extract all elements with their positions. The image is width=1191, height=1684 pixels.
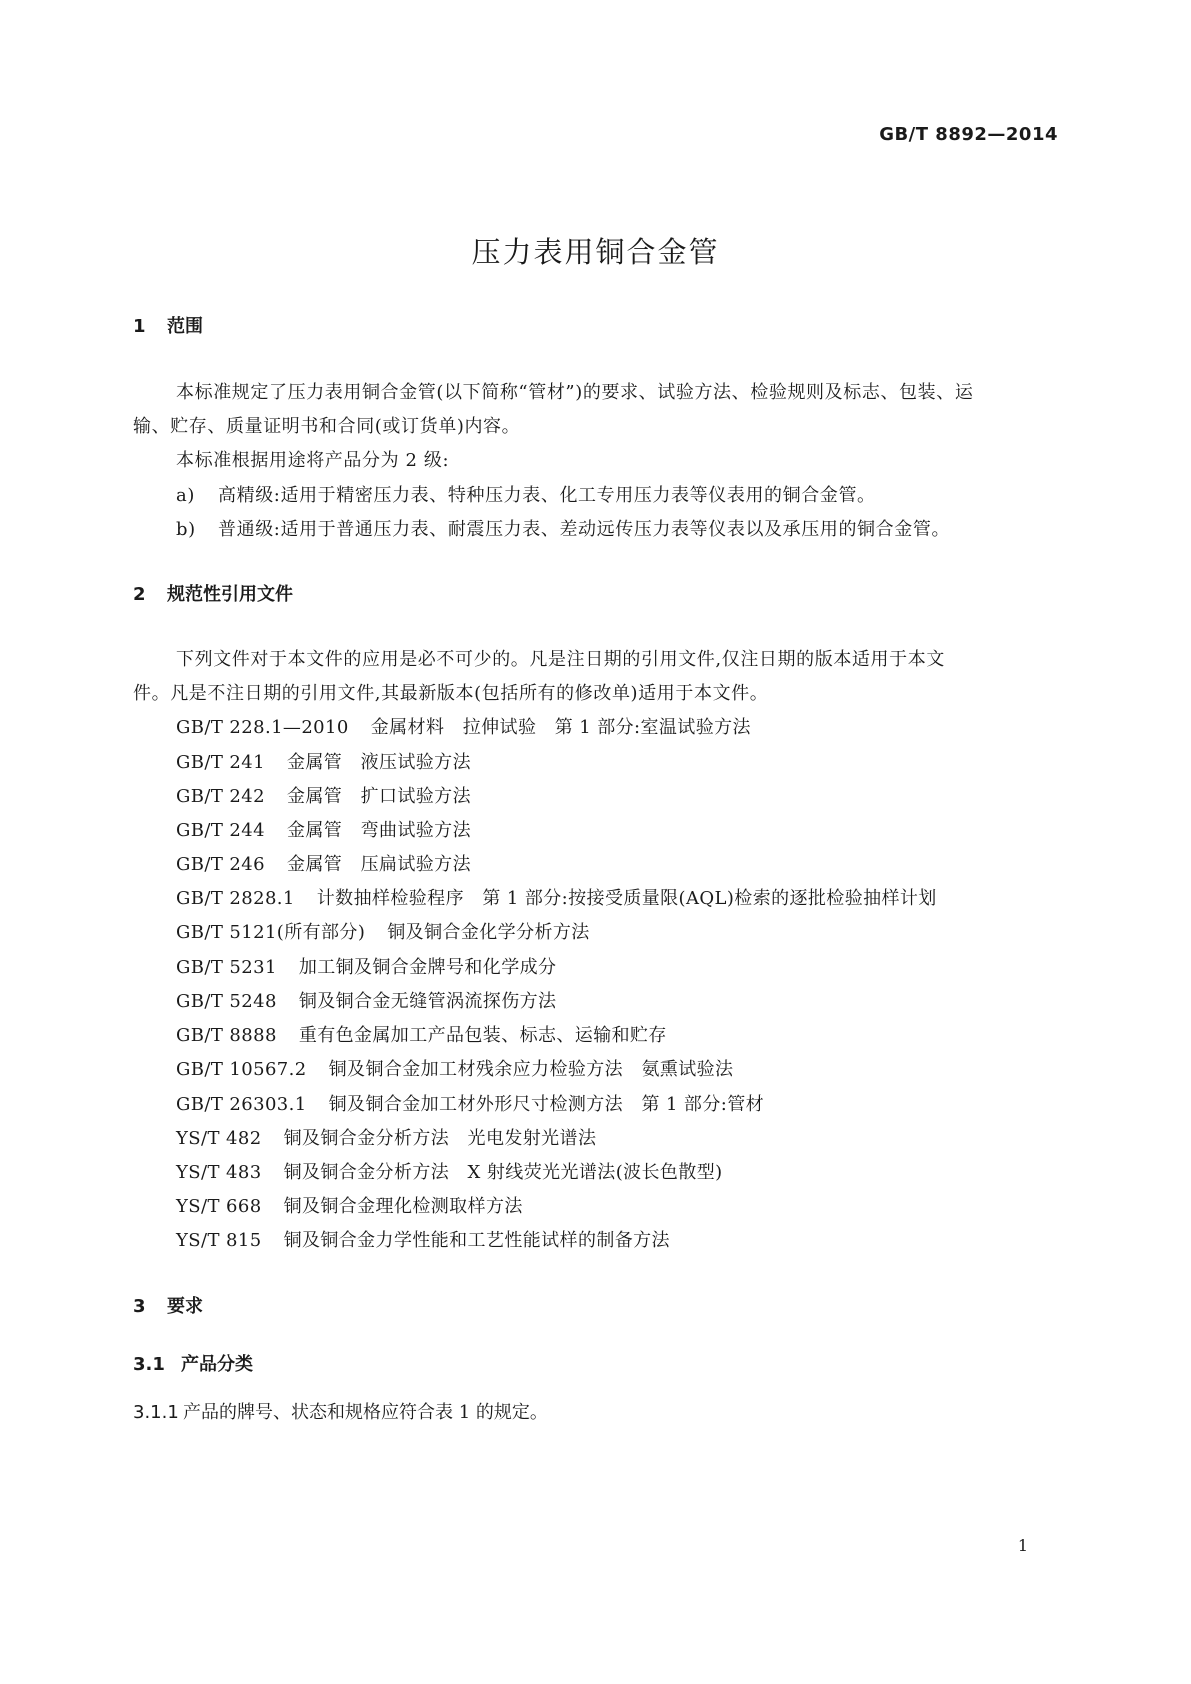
reference-code: GB/T 8888 xyxy=(176,1025,277,1046)
reference-code: GB/T 228.1—2010 xyxy=(176,717,349,738)
list-marker: b) xyxy=(176,519,196,540)
reference-code: GB/T 2828.1 xyxy=(176,888,295,909)
section-2-heading xyxy=(133,580,293,606)
section-title: 范围 xyxy=(167,316,203,337)
section-title: 规范性引用文件 xyxy=(167,584,293,605)
reference-item xyxy=(176,918,590,944)
scope-paragraph-line-2: 输、贮存、质量证明书和合同(或订货单)内容。 xyxy=(133,416,521,437)
reference-code: GB/T 246 xyxy=(176,854,265,875)
reference-code: YS/T 815 xyxy=(176,1230,262,1251)
reference-title: 铜及铜合金理化检测取样方法 xyxy=(283,1196,523,1217)
reference-item xyxy=(176,816,471,842)
reference-title: 金属材料 拉伸试验 第 1 部分:室温试验方法 xyxy=(370,717,751,738)
list-marker: a) xyxy=(176,485,195,506)
reference-item xyxy=(176,748,471,774)
list-item-a xyxy=(176,481,876,507)
reference-title: 铜及铜合金力学性能和工艺性能试样的制备方法 xyxy=(283,1230,670,1251)
reference-item xyxy=(176,884,937,910)
reference-code: GB/T 5248 xyxy=(176,991,277,1012)
subsection-number: 3.1 xyxy=(133,1354,165,1375)
page-number: 1 xyxy=(1017,1536,1028,1555)
reference-title: 重有色金属加工产品包装、标志、运输和贮存 xyxy=(298,1025,667,1046)
subsection-title: 产品分类 xyxy=(181,1354,253,1375)
scope-paragraph-line-1: 本标准规定了压力表用铜合金管(以下简称“管材”)的要求、试验方法、检验规则及标志、包装、运 xyxy=(176,382,974,403)
reference-title: 金属管 压扁试验方法 xyxy=(286,854,471,875)
reference-code: GB/T 244 xyxy=(176,820,265,841)
reference-item xyxy=(176,1021,667,1047)
reference-item xyxy=(176,713,751,739)
reference-code: GB/T 241 xyxy=(176,752,265,773)
reference-title: 金属管 液压试验方法 xyxy=(286,752,471,773)
reference-title: 金属管 弯曲试验方法 xyxy=(286,820,471,841)
standard-code: GB/T 8892—2014 xyxy=(879,124,1058,145)
references-intro-line-1: 下列文件对于本文件的应用是必不可少的。凡是注日期的引用文件,仅注日期的版本适用于本文 xyxy=(176,649,945,670)
reference-title: 铜及铜合金无缝管涡流探伤方法 xyxy=(298,991,557,1012)
clause-text: 产品的牌号、状态和规格应符合表 1 的规定。 xyxy=(183,1402,548,1423)
reference-item xyxy=(176,1090,764,1116)
reference-code: YS/T 668 xyxy=(176,1196,262,1217)
reference-code: GB/T 10567.2 xyxy=(176,1059,307,1080)
reference-title: 金属管 扩口试验方法 xyxy=(286,786,471,807)
reference-item xyxy=(176,1226,670,1252)
document-title: 压力表用铜合金管 xyxy=(471,235,720,269)
subsection-3-1-heading xyxy=(133,1350,253,1376)
clause-3-1-1 xyxy=(133,1398,548,1424)
section-1-heading xyxy=(133,312,203,338)
reference-title: 铜及铜合金分析方法 光电发射光谱法 xyxy=(283,1128,597,1149)
reference-title: 铜及铜合金分析方法 X 射线荧光光谱法(波长色散型) xyxy=(283,1162,723,1183)
reference-title: 加工铜及铜合金牌号和化学成分 xyxy=(298,957,557,978)
section-title: 要求 xyxy=(167,1296,203,1317)
scope-grade-intro: 本标准根据用途将产品分为 2 级: xyxy=(176,450,450,471)
references-intro-line-2: 件。凡是不注日期的引用文件,其最新版本(包括所有的修改单)适用于本文件。 xyxy=(133,683,769,704)
reference-item xyxy=(176,1055,733,1081)
list-item-text: 高精级:适用于精密压力表、特种压力表、化工专用压力表等仪表用的铜合金管。 xyxy=(218,485,876,506)
reference-code: GB/T 5231 xyxy=(176,957,277,978)
reference-item xyxy=(176,1158,723,1184)
reference-code: GB/T 242 xyxy=(176,786,265,807)
reference-item xyxy=(176,782,471,808)
reference-title: 铜及铜合金化学分析方法 xyxy=(387,922,590,943)
reference-item xyxy=(176,1124,596,1150)
reference-item xyxy=(176,850,471,876)
section-number: 1 xyxy=(133,316,146,337)
section-3-heading xyxy=(133,1292,203,1318)
reference-title: 铜及铜合金加工材残余应力检验方法 氨熏试验法 xyxy=(328,1059,734,1080)
section-number: 3 xyxy=(133,1296,146,1317)
reference-code: YS/T 483 xyxy=(176,1162,262,1183)
reference-code: YS/T 482 xyxy=(176,1128,262,1149)
reference-title: 铜及铜合金加工材外形尺寸检测方法 第 1 部分:管材 xyxy=(328,1094,764,1115)
list-item-text: 普通级:适用于普通压力表、耐震压力表、差动远传压力表等仪表以及承压用的铜合金管。 xyxy=(218,519,951,540)
reference-title: 计数抽样检验程序 第 1 部分:按接受质量限(AQL)检索的逐批检验抽样计划 xyxy=(316,888,937,909)
section-number: 2 xyxy=(133,584,146,605)
reference-item xyxy=(176,1192,523,1218)
reference-item xyxy=(176,953,556,979)
clause-number: 3.1.1 xyxy=(133,1402,179,1423)
reference-code: GB/T 26303.1 xyxy=(176,1094,307,1115)
list-item-b xyxy=(176,515,950,541)
reference-item xyxy=(176,987,556,1013)
reference-code: GB/T 5121(所有部分) xyxy=(176,922,366,943)
